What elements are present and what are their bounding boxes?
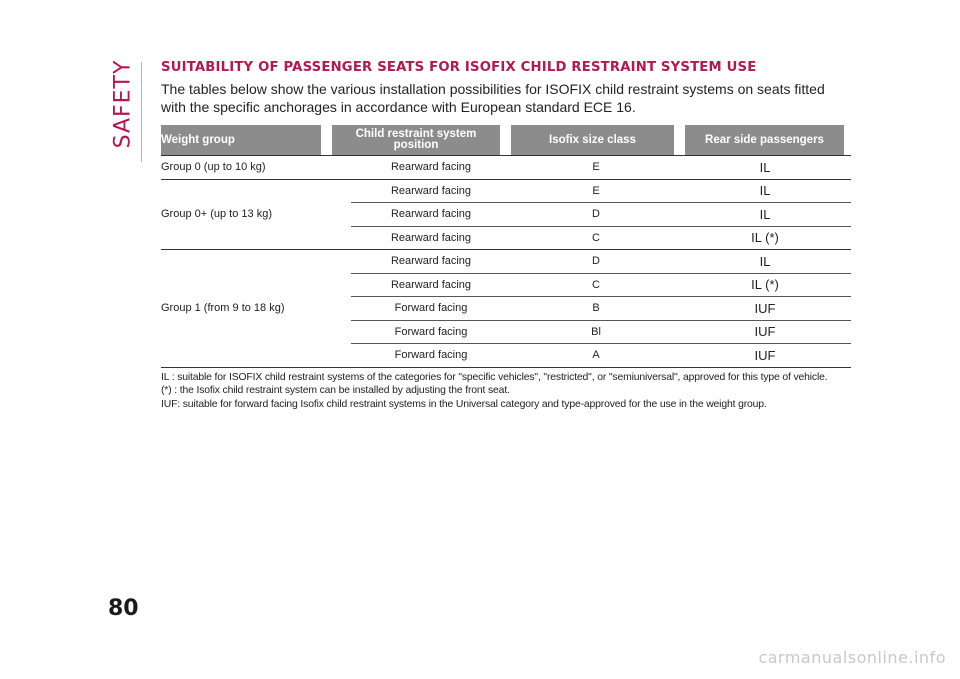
- table-bottom-rule: [161, 367, 851, 368]
- table-body: [161, 155, 851, 367]
- restraint-position-cell: Forward facing: [394, 302, 468, 315]
- restraint-position-cell: Rearward facing: [390, 184, 472, 197]
- table-header: [161, 125, 851, 155]
- table-row: [351, 226, 851, 250]
- restraint-position-cell: Rearward facing: [390, 208, 472, 221]
- table-row: [351, 202, 851, 226]
- header-rear-passengers: Rear side passengers: [685, 125, 844, 155]
- weight-group-name: Group 0 (up to 10 kg): [161, 161, 266, 174]
- table-row: [351, 296, 851, 320]
- note-asterisk: (*) : the Isofix child restraint system can be installed by adjusting the front seat.: [161, 385, 510, 396]
- section-divider: [141, 62, 142, 162]
- restraint-position-cell: Forward facing: [394, 325, 468, 338]
- rear-passengers-cell: IL: [759, 206, 771, 222]
- restraint-position-cell: Rearward facing: [390, 255, 472, 268]
- section-label: [110, 59, 136, 149]
- weight-group-block: [161, 249, 851, 367]
- size-class-cell: C: [592, 231, 600, 244]
- rear-passengers-cell: IL: [759, 253, 771, 269]
- weight-group-name: Group 1 (from 9 to 18 kg): [161, 302, 285, 315]
- size-class-cell: E: [592, 161, 600, 174]
- rear-passengers-cell: IUF: [754, 300, 776, 316]
- rear-passengers-cell: IL (*): [751, 230, 779, 246]
- table-row: [351, 180, 851, 203]
- intro-paragraph: The tables below show the various installation possibilities for ISOFIX child restraint systems on seats fitted with the specific anchorages in accordance with European standard ECE 16.: [161, 81, 825, 115]
- size-class-cell: B: [592, 302, 600, 315]
- note-il: IL : suitable for ISOFIX child restraint systems of the categories for "specific vehicles", "restricted", or "semiuniversal", approved for this type of vehicle.: [161, 371, 828, 383]
- section-label-text: SAFETY: [110, 59, 136, 149]
- table-row: [351, 156, 851, 179]
- size-class-cell: E: [592, 184, 600, 197]
- isofix-table: [161, 125, 851, 368]
- table-row: [351, 343, 851, 367]
- size-class-cell: A: [592, 349, 600, 362]
- size-class-cell: D: [592, 255, 600, 268]
- table-row: [351, 250, 851, 273]
- weight-group-name: Group 0+ (up to 13 kg): [161, 208, 272, 221]
- weight-group-block: [161, 155, 851, 179]
- table-row: [351, 320, 851, 344]
- watermark: carmanualsonline.info: [758, 648, 946, 667]
- note-iuf: IUF: suitable for forward facing Isofix child restraint systems in the Universal category and type-approved for the use in the weight group.: [161, 398, 767, 410]
- size-class-cell: C: [592, 278, 600, 291]
- table-row: [351, 273, 851, 297]
- size-class-cell: Bl: [591, 325, 601, 338]
- header-weight-group: Weight group: [161, 125, 321, 155]
- restraint-position-cell: Forward facing: [394, 349, 468, 362]
- restraint-position-cell: Rearward facing: [390, 161, 472, 174]
- rear-passengers-cell: IUF: [754, 324, 776, 340]
- rear-passengers-cell: IUF: [754, 347, 776, 363]
- restraint-position-cell: Rearward facing: [390, 231, 472, 244]
- size-class-cell: D: [592, 208, 600, 221]
- group-rows: [351, 156, 851, 179]
- group-rows: [351, 180, 851, 250]
- page-number: 80: [108, 596, 139, 621]
- rear-passengers-cell: IL (*): [751, 277, 779, 293]
- rear-passengers-cell: IL: [759, 159, 771, 175]
- group-rows: [351, 250, 851, 367]
- header-restraint-position: Child restraint system position: [332, 125, 500, 155]
- main-content: [161, 60, 851, 411]
- header-size-class: Isofix size class: [511, 125, 674, 155]
- weight-group-block: [161, 179, 851, 250]
- rear-passengers-cell: IL: [759, 183, 771, 199]
- restraint-position-cell: Rearward facing: [390, 278, 472, 291]
- page-title: SUITABILITY OF PASSENGER SEATS FOR ISOFIX CHILD RESTRAINT SYSTEM USE: [161, 60, 757, 75]
- table-notes: [161, 371, 851, 412]
